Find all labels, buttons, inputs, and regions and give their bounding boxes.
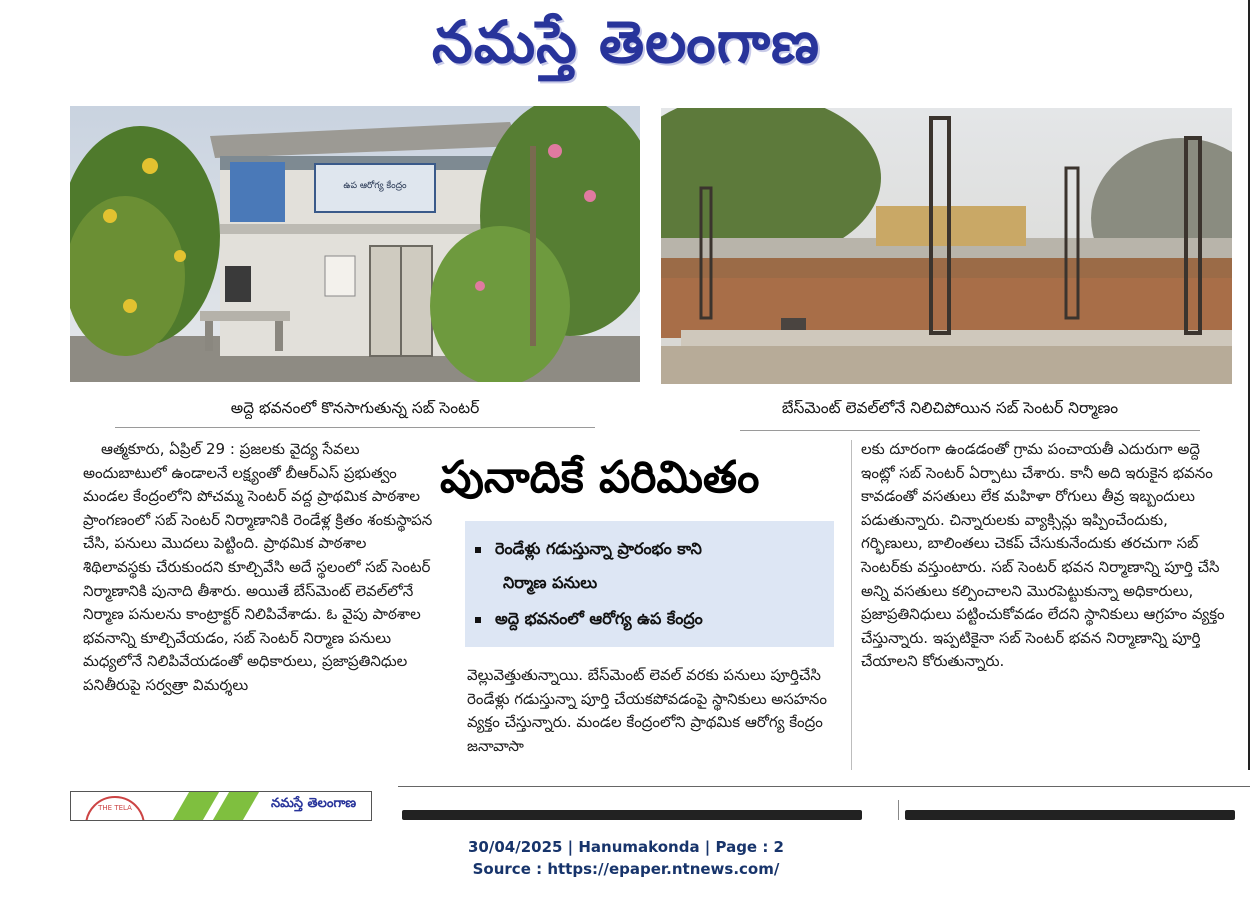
edition-info: 30/04/2025 | Hanumakonda | Page : 2 (467, 838, 784, 856)
bullet-square-icon (475, 547, 481, 553)
source-info: Source : https://epaper.ntnews.com/ (472, 860, 780, 878)
truncated-next-headline (402, 806, 862, 820)
photo-caption-left: అద్దె భవనంలో కొనసాగుతున్న సబ్ సెంటర్ (230, 399, 480, 417)
advert-banner (70, 791, 372, 821)
article-column-2 (467, 664, 835, 758)
stripe-decoration (213, 792, 259, 820)
section-divider-vertical (898, 800, 899, 820)
highlight-item: రెండేళ్లు గడుస్తున్నా ప్రారంభం కాని (475, 537, 702, 561)
building-sign: ఉప ఆరోగ్య కేంద్రం (343, 181, 407, 191)
advert-logo: నమస్తే తెలంగాణ (271, 796, 357, 811)
photo-caption-right: బేస్‌మెంట్ లెవల్‌లోనే నిలిచిపోయిన సబ్ సెంటర్ నిర్మాణం (781, 399, 1119, 417)
section-divider (398, 786, 1250, 787)
page-edge-rule (1248, 0, 1250, 770)
article-column-3 (861, 438, 1227, 674)
photo-stalled-basement (661, 108, 1232, 384)
column-separator (851, 440, 852, 770)
bullet-square-icon (475, 617, 481, 623)
article-text: ఆత్మకూరు, ఏప్రిల్ 29 : ప్రజలకు వైద్య సేవలు అందుబాటులో ఉండాలనే లక్ష్యంతో బీఆర్‌ఎస్ ప్రభుత్వం మండల కేంద్రంలోని పోచమ్మ సెంటర్ వద్ద ప్రాథమిక పాఠశాల ప్రాంగణంలో సబ్ సెంటర్ నిర్మాణానికి రెండేళ్ల క్రితం శంకుస్థాపన చేసి, పనులు మొదలు పెట్టింది. ప్రాథమిక పాఠశాల శిథిలావస్థకు చేరుకుందని కూల్చివేసి అదే స్థలంలో సబ్ సెంటర్ నిర్మాణానికి పునాది తీశారు. అయితే బేస్‌మెంట్ లెవల్‌లోనే నిర్మాణ పనులను కాంట్రాక్టర్ నిలిపివేశాడు. ఓ వైపు పాఠశాల భవనాన్ని కూల్చివేయడం, సబ్ సెంటర్ నిర్మాణ పనులు మధ్యలోనే నిలిపివేయడంతో అధికారులు, ప్రజాప్రతినిధుల పనితీరుపై సర్వత్రా విమర్శలు (83, 440, 433, 694)
article-column-1 (83, 438, 439, 698)
caption-rule-left (115, 427, 595, 428)
highlight-box (465, 521, 834, 647)
article-text: వెల్లువెత్తుతున్నాయి. బేస్‌మెంట్ లెవల్ వరకు పనులు పూర్తిచేసి రెండేళ్లు గడుస్తున్నా పూర్తి చేయకపోవడంపై స్థానికులు అసహనం వ్యక్తం చేస్తున్నారు. మండల కేంద్రంలోని ప్రాథమిక ఆరోగ్య కేంద్రం జనావాసా (467, 666, 827, 755)
highlight-item: అద్దె భవనంలో ఆరోగ్య ఉప కేంద్రం (475, 607, 703, 631)
article-headline: పునాదికే పరిమితం (440, 452, 760, 503)
article-text: లకు దూరంగా ఉండడంతో గ్రామ పంచాయతీ ఎదురుగా అద్దె ఇంట్లో సబ్ సెంటర్ ఏర్పాటు చేశారు. కానీ అది ఇరుకైన భవనం కావడంతో వసతులు లేక మహిళా రోగులు తీవ్ర ఇబ్బందులు పడుతున్నారు. చిన్నారులకు వ్యాక్సిన్లు ఇప్పించేందుకు, గర్భిణులు, బాలింతలు చెకప్ చేసుకునేందుకు తరచుగా సబ్ సెంటర్‌కు వస్తుంటారు. సబ్ సెంటర్ భవన నిర్మాణాన్ని పూర్తి చేసి అన్ని వసతులు కల్పించాలని మొరపెట్టుకున్నా అధికారులు, ప్రజాప్రతినిధులు పట్టించుకోవడం లేదని స్థానికులు ఆగ్రహం వ్యక్తం చేస్తున్నారు. ఇప్పటికైనా సబ్ సెంటర్ భవన నిర్మాణాన్ని పూర్తి చేయాలని కోరుతున్నారు. (861, 440, 1225, 671)
page-footer (0, 836, 1252, 880)
caption-rule-right (740, 430, 1200, 431)
photo-rented-building (70, 106, 640, 382)
stripe-decoration (173, 792, 219, 820)
seal-icon: THE TELA (85, 796, 145, 821)
truncated-next-headline (905, 806, 1235, 820)
masthead (0, 2, 1252, 84)
masthead-title: నమస్తే తెలంగాణ (432, 8, 820, 76)
highlight-item-continued: నిర్మాణ పనులు (503, 573, 598, 592)
